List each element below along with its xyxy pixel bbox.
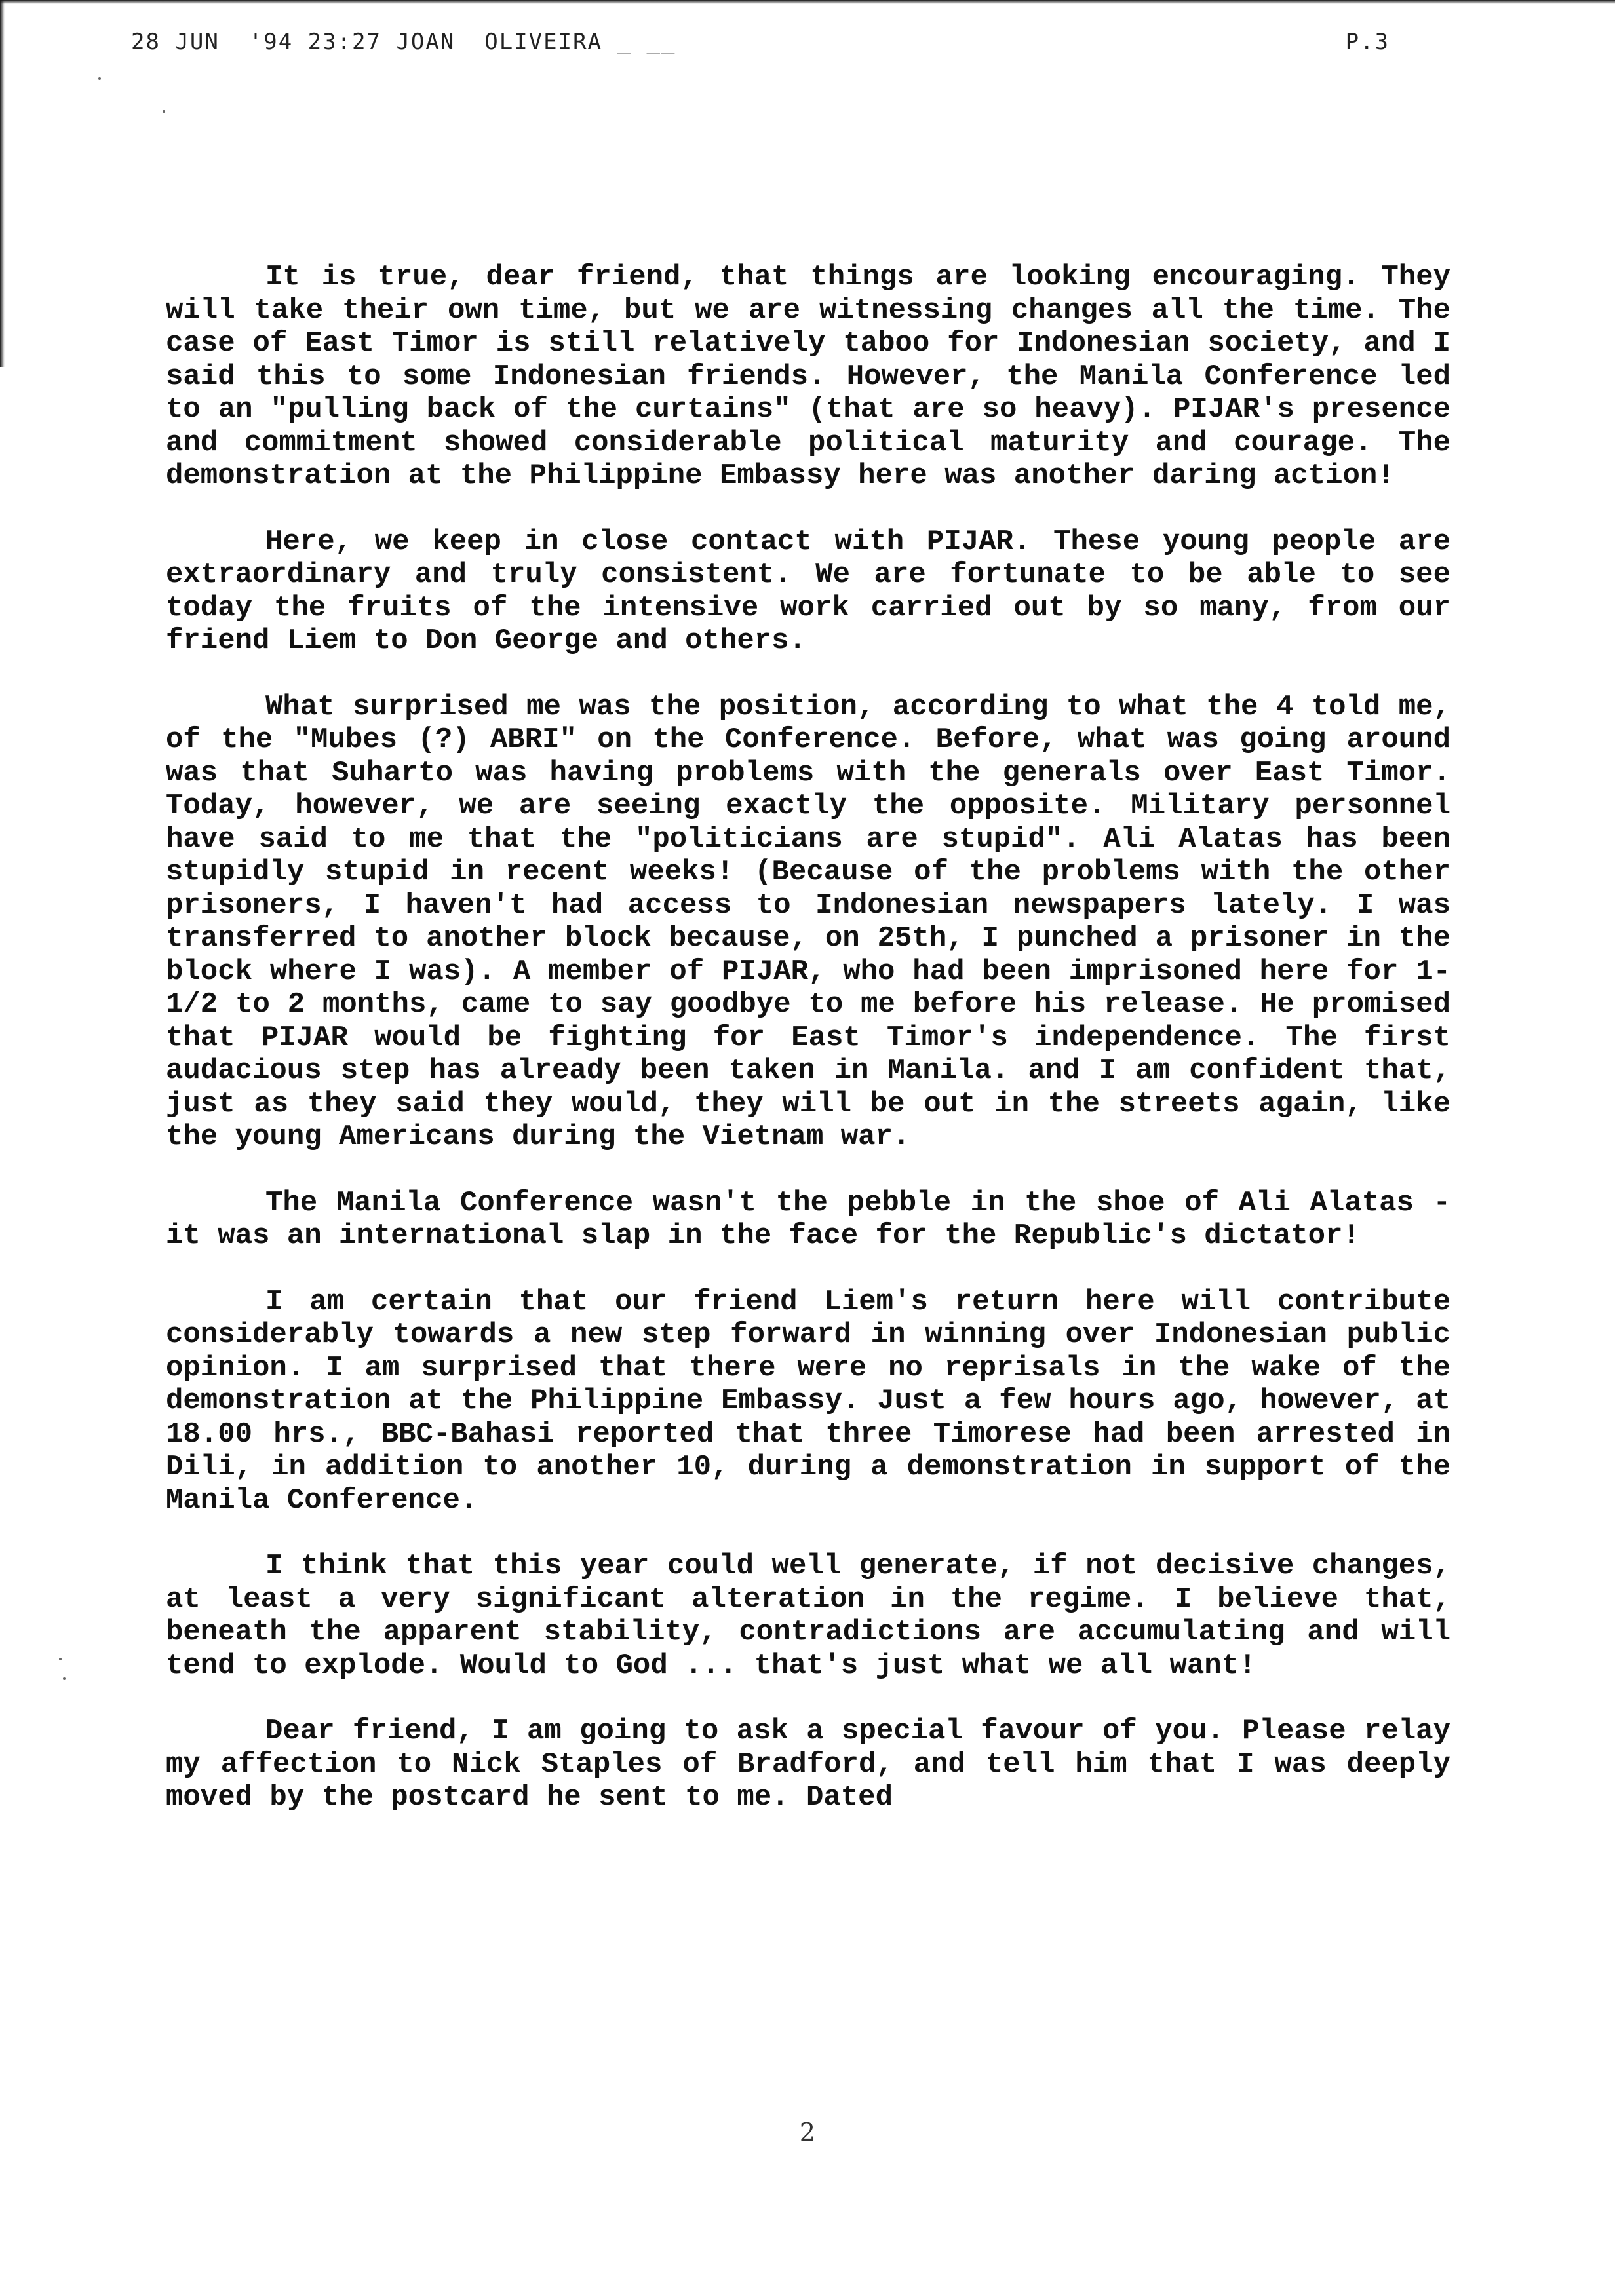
letter-paragraph: The Manila Conference wasn't the pebble in the shoe of Ali Alatas - it was an international slap in the face for the Republic's dictator!: [166, 1186, 1450, 1252]
page-number: 2: [799, 2118, 816, 2147]
letter-paragraph: I am certain that our friend Liem's return here will contribute considerably towards a new step forward in winning over Indonesian public opinion. I am surprised that there were no reprisals in the wake of the demonstration at the Philippine Embassy. Just a few hours ago, however, at 18.00 hrs., BBC-Bahasi reported that three Timorese had been arrested in Dili, in addition to another 10, during a demonstration in support of the Manila Conference.: [166, 1285, 1450, 1517]
letter-paragraph: It is true, dear friend, that things are looking encouraging. They will take their own time, but we are witnessing changes all the time. The case of East Timor is still relatively taboo for Indonesian society, and I said this to some Indonesian friends. However, the Manila Conference led to an "pulling back of the curtains" (that are so heavy). PIJAR's presence and commitment showed considerable political maturity and courage. The demonstration at the Philippine Embassy here was another daring action!: [166, 261, 1450, 492]
letter-paragraph: Here, we keep in close contact with PIJAR. These young people are extraordinary and truly consistent. We are fortunate to be able to see today the fruits of the intensive work carried out by so many, from our friend Liem to Don George and others.: [166, 525, 1450, 657]
fax-page-indicator: P.3: [1345, 29, 1390, 55]
scan-edge-left: [0, 0, 5, 367]
letter-paragraph: What surprised me was the position, according to what the 4 told me, of the "Mubes (?) ABRI" on the Conference. Before, what was going around was that Suharto was having problems with the generals over East Timor. Today, however, we are seeing exactly the opposite. Military personnel have said to me that the "politicians are stupid". Ali Alatas has been stupidly stupid in recent weeks! (Because of the problems with the other prisoners, I haven't had access to Indonesian newspapers lately. I was transferred to another block because, on 25th, I punched a prisoner in the block where I was). A member of PIJAR, who had been imprisoned here for 1-1/2 to 2 months, came to say goodbye to me before his release. He promised that PIJAR would be fighting for East Timor's independence. The first audacious step has already been taken in Manila. and I am confident that, just as they said they would, they will be out in the streets again, like the young Americans during the Vietnam war.: [166, 690, 1450, 1153]
fax-header: [131, 29, 1390, 62]
letter-body: [166, 261, 1450, 1847]
fax-transmission-line: 28 JUN '94 23:27 JOAN OLIVEIRA _ __: [131, 29, 676, 55]
scan-speck: [163, 110, 165, 113]
scan-speck: [98, 77, 101, 80]
scan-speck: [63, 1677, 66, 1680]
letter-paragraph: I think that this year could well generate, if not decisive changes, at least a very significant alteration in the regime. I believe that, beneath the apparent stability, contradictions are accumulating and will tend to explode. Would to God ... that's just what we all want!: [166, 1550, 1450, 1682]
scan-speck: [59, 1658, 62, 1660]
letter-paragraph: Dear friend, I am going to ask a special favour of you. Please relay my affection to Nick Staples of Bradford, and tell him that I was deeply moved by the postcard he sent to me. Dated: [166, 1715, 1450, 1814]
scan-edge-top: [0, 0, 1615, 4]
